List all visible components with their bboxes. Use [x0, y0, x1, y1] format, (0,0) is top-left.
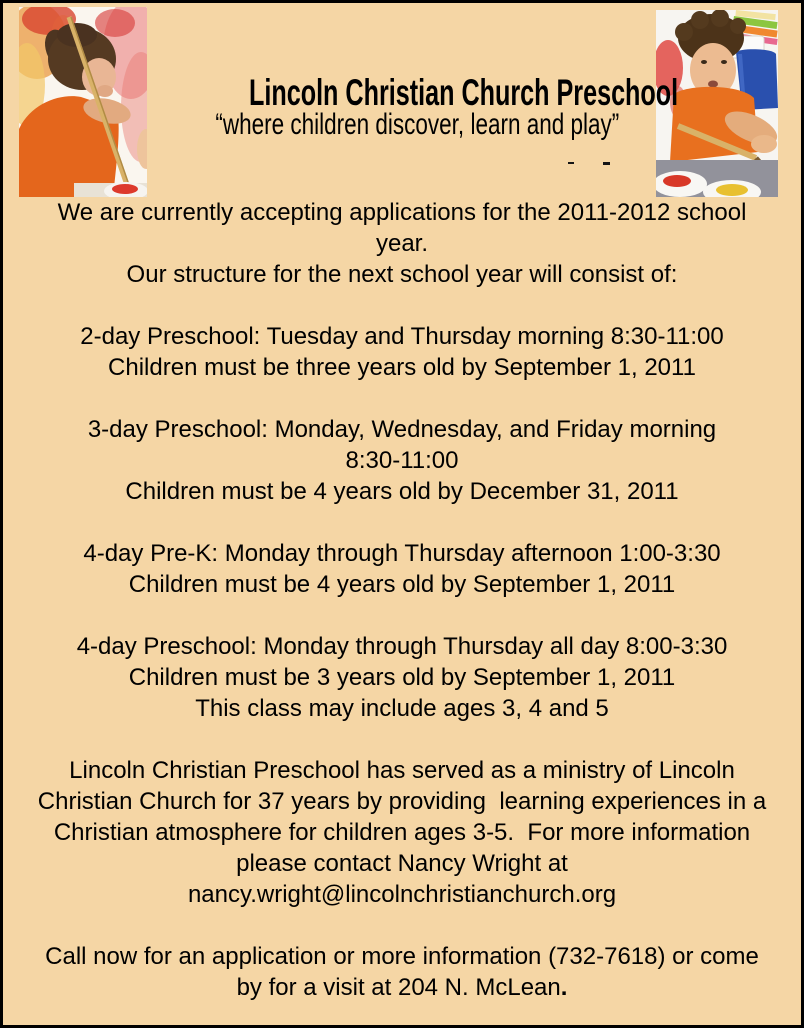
program-3day-line-1: 3-day Preschool: Monday, Wednesday, and Friday morning — [87, 416, 717, 443]
header — [148, 72, 679, 141]
left-photo-illustration — [19, 7, 147, 197]
program-3day-line-3: Children must be 4 years old by December 31, 2011 — [125, 478, 679, 505]
intro-line-2: year. — [375, 230, 429, 257]
program-prek-line-2: Children must be 4 years old by September 1, 2011 — [128, 571, 676, 598]
program-4day-line-2: Children must be 3 years old by September 1, 2011 — [128, 664, 676, 691]
about-line-3: Christian atmosphere for children ages 3-5. For more information — [53, 819, 751, 846]
stray-mark-right — [603, 162, 610, 165]
program-3day-paragraph — [3, 414, 801, 507]
program-2day-paragraph — [3, 321, 801, 383]
cta-line-2-text: by for a visit at 204 N. McLean — [236, 974, 561, 1001]
program-3day-line-2: 8:30-11:00 — [345, 447, 459, 474]
left-child-photo — [19, 7, 147, 197]
tagline: “where children discover, learn and play” — [215, 108, 620, 141]
program-prek-line-1: 4-day Pre-K: Monday through Thursday afternoon 1:00-3:30 — [83, 540, 721, 567]
cta-bold-period: . — [560, 974, 568, 1001]
program-2day-line-2: Children must be three years old by September 1, 2011 — [108, 354, 696, 381]
program-2day-line-1: 2-day Preschool: Tuesday and Thursday morning 8:30-11:00 — [80, 323, 724, 350]
tagline-row — [148, 108, 656, 141]
intro-paragraph — [3, 197, 801, 290]
about-line-2: Christian Church for 37 years by providing learning experiences in a — [37, 788, 767, 815]
page-title: Lincoln Christian Church Preschool — [248, 72, 679, 113]
cta-line-1: Call now for an application or more information (732-7618) or come — [45, 943, 759, 970]
contact-email: nancy.wright@lincolnchristianchurch.org — [187, 881, 617, 908]
stray-mark-left — [568, 162, 574, 164]
program-prek-paragraph — [3, 538, 801, 600]
about-paragraph — [3, 755, 801, 910]
program-4day-paragraph — [3, 631, 801, 724]
cta-paragraph — [3, 941, 801, 1003]
about-line-1: Lincoln Christian Preschool has served as a ministry of Lincoln — [69, 757, 735, 784]
program-4day-line-1: 4-day Preschool: Monday through Thursday all day 8:00-3:30 — [76, 633, 728, 660]
intro-line-3: Our structure for the next school year will consist of: — [126, 261, 678, 288]
title-row — [148, 72, 679, 113]
intro-line-1: We are currently accepting applications for the 2011-2012 school — [57, 199, 747, 226]
about-line-4: please contact Nancy Wright at — [236, 850, 568, 877]
cta-line-2 — [3, 972, 801, 1003]
flyer-body — [3, 197, 801, 1003]
program-4day-line-3: This class may include ages 3, 4 and 5 — [195, 695, 609, 722]
